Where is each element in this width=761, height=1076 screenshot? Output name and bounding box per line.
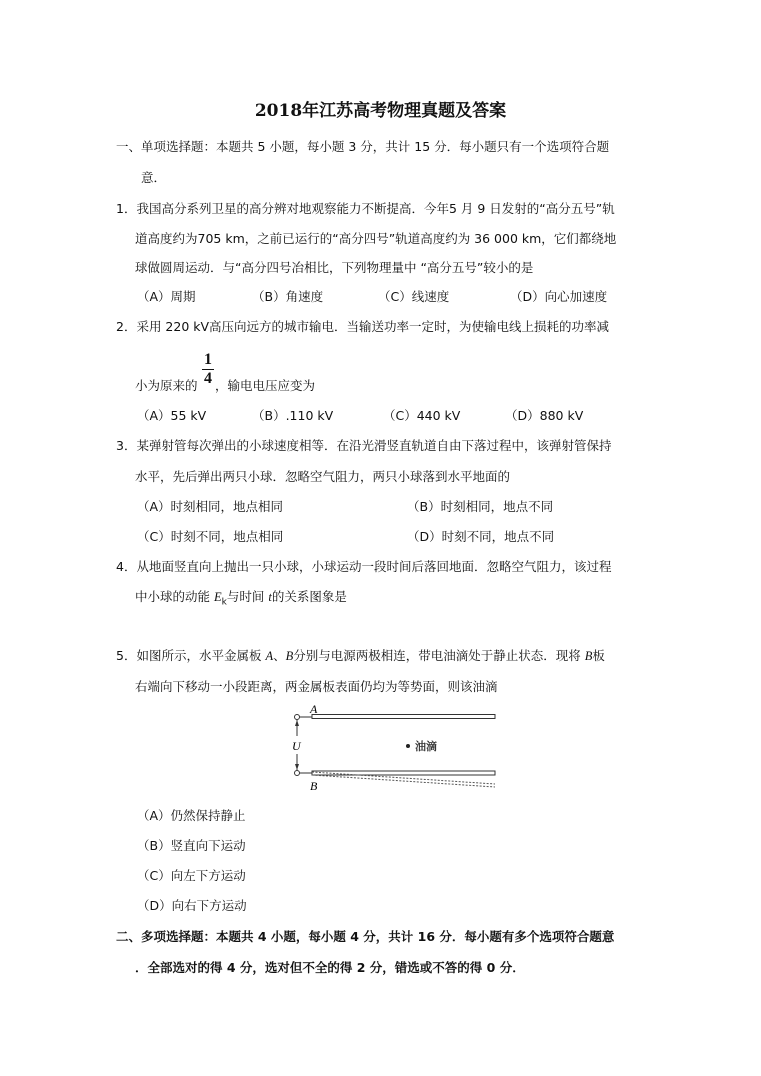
q4-text bbox=[135, 589, 347, 611]
page-title: 2018年江苏高考物理真题及答案 bbox=[254, 101, 507, 121]
plate-a-label: A bbox=[310, 702, 318, 716]
fraction-denominator: 4 bbox=[204, 370, 212, 387]
q1-option-c: （C）线速度 bbox=[378, 289, 450, 304]
q1-option-d: （D）向心加速度 bbox=[510, 289, 608, 304]
q5-option-b: （B）竖直向下运动 bbox=[137, 838, 246, 853]
section1-heading: 一、单项选择题：本题共 5 小题，每小题 3 分，共计 15 分．每小题只有一个选项符合题 bbox=[116, 139, 610, 154]
voltage-label: U bbox=[292, 739, 301, 753]
q2-text: ，输电电压应变为 bbox=[215, 378, 316, 393]
q2-option-c: （C）440 kV bbox=[383, 408, 461, 423]
q3-option-a: （A）时刻相同，地点相同 bbox=[137, 499, 284, 514]
q2-option-a: （A）55 kV bbox=[137, 408, 207, 423]
q1-option-a: （A）周期 bbox=[137, 289, 196, 304]
q4-text-part: 与时间 bbox=[226, 589, 269, 604]
oil-drop-label: 油滴 bbox=[415, 740, 437, 753]
q5-text bbox=[116, 648, 605, 664]
symbol-b: B bbox=[285, 649, 294, 663]
q2-text: 2．采用 220 kV高压向远方的城市输电．当输送功率一定时，为使输电线上损耗的功率减 bbox=[116, 319, 610, 334]
symbol-t: t bbox=[268, 590, 272, 604]
q3-text: 3．某弹射管每次弹出的小球速度相等．在沿光滑竖直轨道自由下落过程中，该弹射管保持 bbox=[116, 438, 612, 453]
fraction-numerator: 1 bbox=[204, 351, 212, 368]
capacitor-figure bbox=[290, 700, 500, 792]
q2-option-b: （B）.110 kV bbox=[252, 408, 334, 423]
q5-option-c: （C）向左下方运动 bbox=[137, 868, 246, 883]
q5-text: 右端向下移动一小段距离，两金属板表面仍均为等势面，则该油滴 bbox=[135, 679, 498, 694]
q4-text-part: 的关系图象是 bbox=[271, 589, 347, 604]
symbol-e: E bbox=[213, 590, 222, 604]
q5-text-part: 5．如图所示，水平金属板 bbox=[116, 648, 266, 663]
symbol-a: A bbox=[265, 649, 274, 663]
q1-text: 道高度约为705 km，之前已运行的“高分四号”轨道高度约为 36 000 km，它们都绕地 bbox=[135, 231, 617, 246]
q3-text: 水平，先后弹出两只小球．忽略空气阻力，两只小球落到水平地面的 bbox=[135, 469, 511, 484]
q3-option-d: （D）时刻不同，地点不同 bbox=[407, 529, 555, 544]
q5-text-part: 分别与电源两极相连，带电油滴处于静止状态．现将 bbox=[293, 648, 585, 663]
q5-option-d: （D）向右下方运动 bbox=[137, 898, 247, 913]
q1-text: 1．我国高分系列卫星的高分辨对地观察能力不断提高．今年5 月 9 日发射的“高分五号”轨 bbox=[116, 201, 615, 216]
fraction-one-quarter bbox=[202, 352, 214, 387]
symbol-b: B bbox=[584, 649, 593, 663]
q2-text: 小为原来的 bbox=[135, 378, 198, 393]
q5-text-part: 板 bbox=[592, 648, 605, 663]
q3-option-c: （C）时刻不同，地点相同 bbox=[137, 529, 284, 544]
q2-option-d: （D）880 kV bbox=[505, 408, 584, 423]
section2-heading-cont: ．全部选对的得 4 分，选对但不全的得 2 分，错选或不答的得 0 分． bbox=[135, 960, 525, 975]
q4-text: 4．从地面竖直向上抛出一只小球，小球运动一段时间后落回地面．忽略空气阻力，该过程 bbox=[116, 559, 612, 574]
q3-option-b: （B）时刻相同，地点不同 bbox=[407, 499, 554, 514]
symbol-k: k bbox=[221, 597, 227, 608]
section1-heading-cont: 意． bbox=[141, 170, 167, 185]
q1-option-b: （B）角速度 bbox=[252, 289, 324, 304]
q5-text-part: 、 bbox=[273, 648, 286, 663]
q5-option-a: （A）仍然保持静止 bbox=[137, 808, 246, 823]
q4-text-part: 中小球的动能 bbox=[135, 589, 214, 604]
plate-b-label: B bbox=[310, 779, 318, 792]
q1-text: 球做圆周运动．与“高分四号冶相比，下列物理量中 “高分五号”较小的是 bbox=[135, 260, 534, 275]
section2-heading: 二、多项选择题：本题共 4 小题，每小题 4 分，共计 16 分．每小题有多个选项符合题意 bbox=[116, 929, 615, 944]
